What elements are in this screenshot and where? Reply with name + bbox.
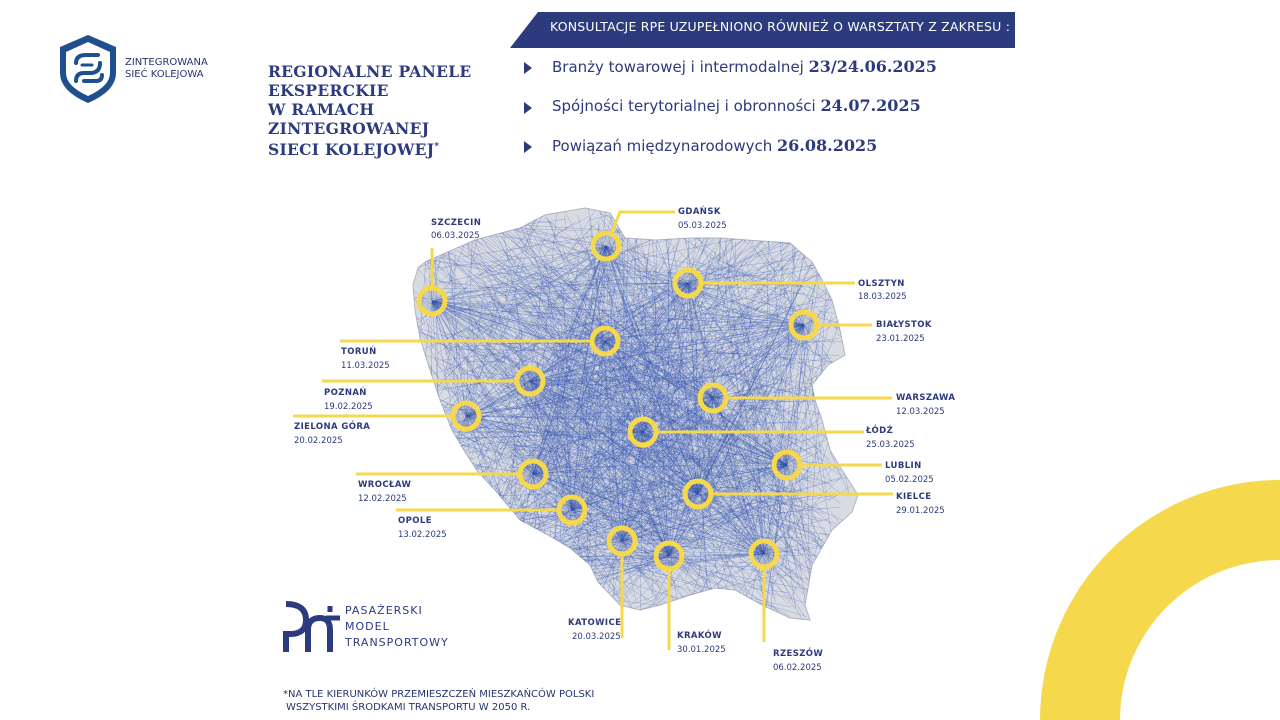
city-label-lublin: LUBLIN	[885, 461, 922, 471]
city-date-krakow: 30.01.2025	[677, 645, 726, 655]
city-ring-rzeszów	[751, 541, 777, 567]
city-ring-białystok	[791, 312, 817, 338]
city-label-bialystok: BIAŁYSTOK	[876, 320, 932, 330]
city-date-bialystok: 23.01.2025	[876, 334, 925, 344]
connector-gdańsk	[612, 212, 675, 232]
city-label-warszawa: WARSZAWA	[896, 393, 956, 403]
city-label-gdansk: GDAŃSK	[678, 207, 721, 217]
pmt-logo-icon	[282, 600, 342, 656]
title-line-4: ZINTEGROWANEJ	[268, 119, 430, 138]
city-date-lublin: 05.02.2025	[885, 475, 934, 485]
pmt-logo-text	[345, 603, 449, 651]
city-ring-opole	[559, 497, 585, 523]
city-label-wroclaw: WROCŁAW	[358, 480, 412, 490]
city-label-lodz: ŁÓDŹ	[866, 426, 894, 436]
pmt-line-1: PASAŻERSKI	[345, 604, 423, 617]
workshop-topic: Spójności terytorialnej i obronności	[552, 97, 816, 115]
city-ring-poznań	[517, 368, 543, 394]
title-line-3: W RAMACH	[268, 100, 375, 119]
city-ring-gdańsk	[593, 233, 619, 259]
city-label-opole: OPOLE	[398, 516, 432, 526]
city-date-olsztyn: 18.03.2025	[858, 292, 907, 302]
city-date-kielce: 29.01.2025	[896, 506, 945, 516]
title-asterisk: *	[434, 142, 440, 152]
city-label-poznan: POZNAŃ	[324, 388, 367, 398]
city-date-lodz: 25.03.2025	[866, 440, 915, 450]
city-date-wroclaw: 12.02.2025	[358, 494, 407, 504]
city-ring-szczecin	[419, 288, 445, 314]
city-ring-toruń	[592, 328, 618, 354]
city-ring-lublin	[774, 452, 800, 478]
logo-line-1: ZINTEGROWANA	[125, 57, 208, 68]
footnote-line-2: WSZYSTKIMI ŚRODKAMI TRANSPORTU W 2050 R.	[286, 702, 531, 713]
city-ring-katowice	[609, 528, 635, 554]
city-ring-zielona góra	[453, 403, 479, 429]
city-date-gdansk: 05.03.2025	[678, 221, 727, 231]
city-date-szczecin: 06.03.2025	[431, 231, 480, 241]
city-label-rzeszow: RZESZÓW	[773, 649, 824, 659]
workshop-date: 24.07.2025	[820, 96, 921, 115]
city-label-szczecin: SZCZECIN	[431, 218, 482, 228]
city-date-rzeszow: 06.02.2025	[773, 663, 822, 673]
workshop-date: 26.08.2025	[777, 136, 878, 155]
city-label-torun: TORUŃ	[341, 347, 377, 357]
workshop-date: 23/24.06.2025	[808, 57, 937, 76]
city-ring-kielce	[685, 481, 711, 507]
city-date-opole: 13.02.2025	[398, 530, 447, 540]
city-date-poznan: 19.02.2025	[324, 402, 373, 412]
footnote-line-1: *NA TLE KIERUNKÓW PRZEMIESZCZEŃ MIESZKAŃCÓW POLSKI	[283, 689, 595, 700]
pmt-line-3: TRANSPORTOWY	[345, 636, 449, 649]
city-label-krakow: KRAKÓW	[677, 631, 722, 641]
pmt-line-2: MODEL	[345, 620, 390, 633]
city-ring-olsztyn	[675, 270, 701, 296]
city-label-zielona-gora: ZIELONA GÓRA	[294, 422, 371, 432]
city-label-katowice: KATOWICE	[568, 618, 622, 628]
logo-line-2: SIEĆ KOLEJOWA	[125, 69, 204, 80]
city-ring-warszawa	[700, 385, 726, 411]
footnote	[283, 688, 594, 714]
city-date-warszawa: 12.03.2025	[896, 407, 945, 417]
city-date-katowice: 20.03.2025	[572, 632, 621, 642]
banner-text: KONSULTACJE RPE UZUPEŁNIONO RÓWNIEŻ O WARSZTATY Z ZAKRESU :	[550, 19, 1011, 34]
city-label-olsztyn: OLSZTYN	[858, 279, 905, 289]
city-ring-kraków	[656, 543, 682, 569]
city-date-torun: 11.03.2025	[341, 361, 390, 371]
title-line-1: REGIONALNE PANELE	[268, 62, 472, 81]
title-line-2: EKSPERCKIE	[268, 81, 389, 100]
city-ring-łódź	[630, 419, 656, 445]
title-line-5: SIECI KOLEJOWEJ	[268, 140, 435, 160]
city-ring-wrocław	[520, 461, 546, 487]
city-date-zielona-gora: 20.02.2025	[294, 436, 343, 446]
city-label-kielce: KIELCE	[896, 492, 932, 502]
workshop-topic: Branży towarowej i intermodalnej	[552, 58, 804, 76]
workshop-topic: Powiązań międzynarodowych	[552, 137, 773, 155]
